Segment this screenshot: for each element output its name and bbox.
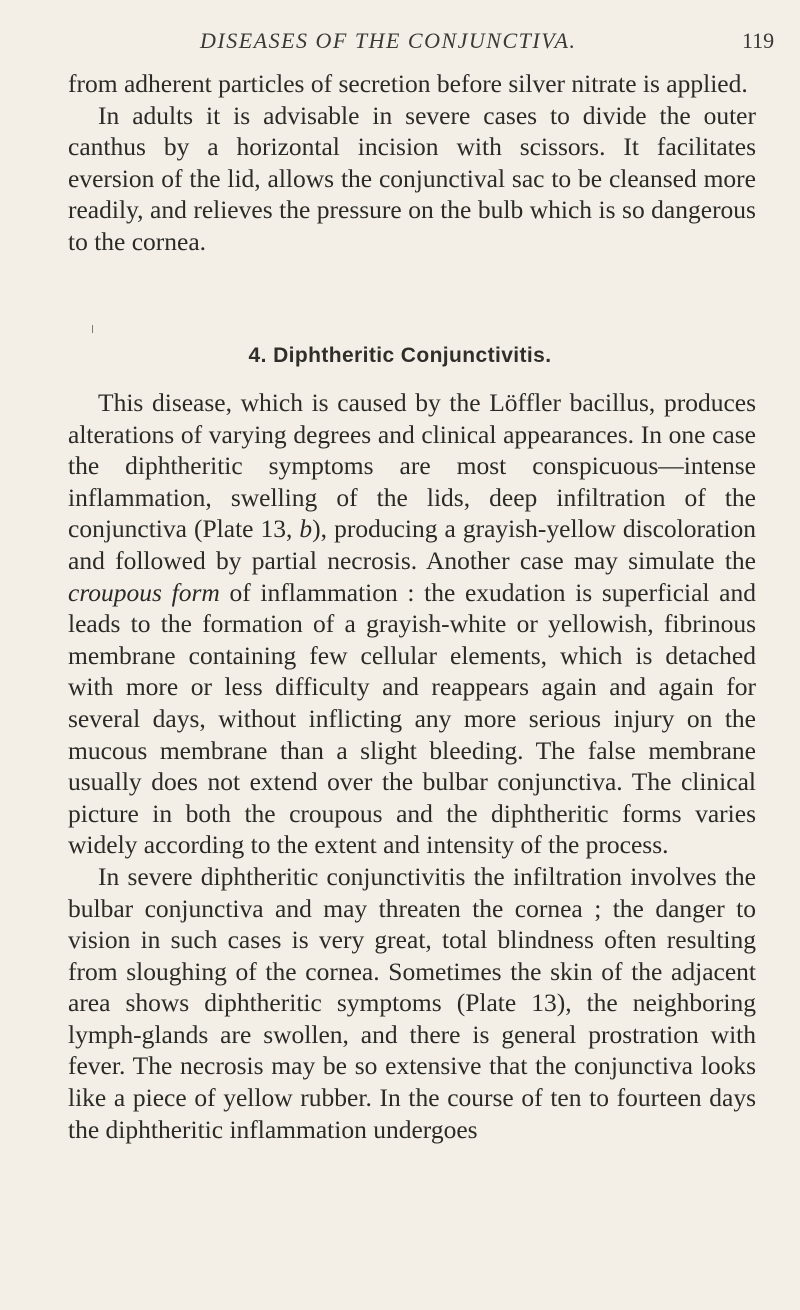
diphtheritic-paragraph bbox=[68, 387, 756, 861]
body-text-upper bbox=[68, 68, 756, 258]
plate-reference-letter: b bbox=[299, 514, 313, 544]
continued-paragraph: from adherent particles of secretion before silver nitrate is applied. bbox=[68, 69, 748, 98]
croupous-form-term: croupous form bbox=[68, 577, 220, 607]
running-head bbox=[0, 28, 800, 68]
diphtheritic-text-1: This disease, which is caused by the Löffler bacillus, produces alterations of varying degrees and clinical appearances. In one case the diphtheritic symptoms are most conspicuous—intense inflammation, swelling of the lids, deep infiltration of the conjunctiva (Plate 13, bbox=[68, 388, 756, 544]
adults-paragraph: In adults it is advisable in severe cases to divide the outer canthus by a horizontal incision with scissors. It facilitates eversion of the lid, allows the conjunctival sac to be cleansed more readily, and relieves the pressure on the bulb which is so dangerous to the cornea. bbox=[68, 100, 756, 256]
diphtheritic-text-2: ), producing a grayish-yellow discoloration and followed by partial necrosis. Another case may simulate the bbox=[68, 514, 756, 575]
running-title: DISEASES OF THE CONJUNCTIVA. bbox=[200, 28, 577, 53]
diphtheritic-text-3: of inflammation : the exudation is superficial and leads to the formation of a grayish-white or yellowish, fibrinous membrane containing few cellular elements, which is detached with more or less difficulty and reappears again and again for several days, without inflicting any more serious injury on the mucous membrane than a slight bleeding. The false membrane usually does not extend over the bulbar conjunctiva. The clinical picture in both the croupous and the diphtheritic forms varies widely according to the extent and intensity of the process. bbox=[68, 577, 756, 860]
body-text-lower bbox=[68, 387, 756, 1145]
section-heading: 4. Diphtheritic Conjunctivitis. bbox=[248, 344, 552, 367]
page-number: 119 bbox=[742, 28, 775, 53]
severe-cases-paragraph: In severe diphtheritic conjunctivitis the infiltration involves the bulbar conjunctiva and may threaten the cornea ; the danger to vision in such cases is very great, total blindness often resulting from sloughing of the cornea. Sometimes the skin of the adjacent area shows diphtheritic symptoms (Plate 13), the neighboring lymph-glands are swollen, and there is general prostration with fever. The necrosis may be so extensive that the conjunctiva looks like a piece of yellow rubber. In the course of ten to fourteen days the diphtheritic inflammation undergoes bbox=[68, 861, 756, 1144]
print-speck bbox=[92, 325, 93, 333]
